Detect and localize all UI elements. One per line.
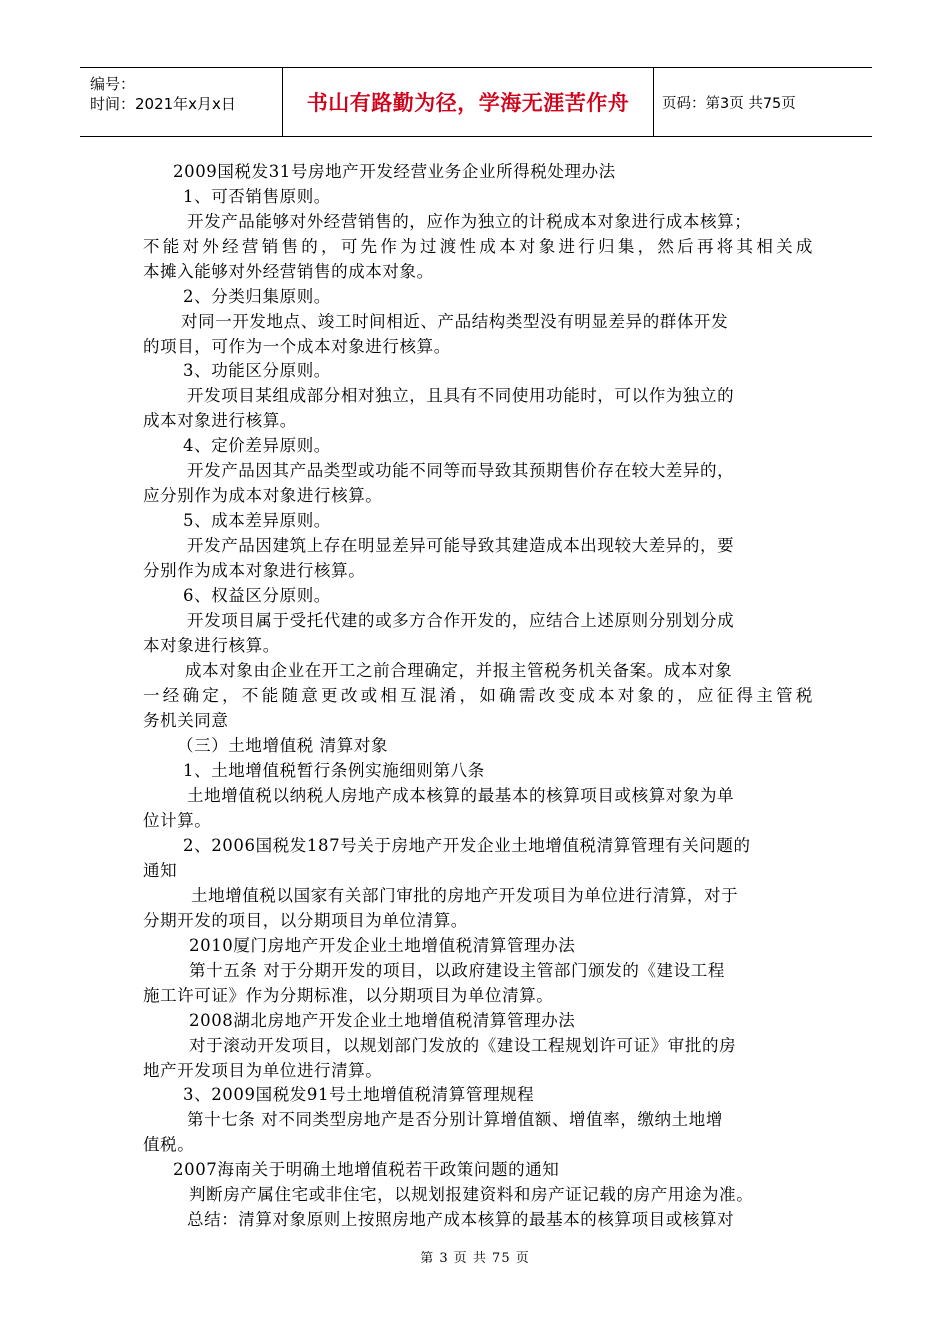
text-line: 开发产品能够对外经营销售的，应作为独立的计税成本对象进行成本核算；	[187, 212, 752, 231]
text-line: 对同一开发地点、竣工时间相近、产品结构类型没有明显差异的群体开发	[181, 312, 729, 331]
text-line: 开发产品因其产品类型或功能不同等而导致其预期售价存在较大差异的，	[187, 461, 735, 480]
page-info: 页码：第3页 共75页	[662, 95, 796, 112]
text-line: 土地增值税以纳税人房地产成本核算的最基本的核算项目或核算对象为单	[187, 786, 735, 805]
text-line: 开发项目某组成部分相对独立，且具有不同使用功能时，可以作为独立的	[187, 386, 735, 405]
text-line: 分期开发的项目，以分期项目为单位清算。	[143, 911, 468, 930]
text-line: 不能对外经营销售的，可先作为过渡性成本对象进行归集，然后再将其相关成	[143, 237, 813, 256]
text-line: 的项目，可作为一个成本对象进行核算。	[143, 337, 451, 356]
text-line: 开发项目属于受托代建的或多方合作开发的，应结合上述原则分别划分成	[187, 611, 735, 630]
motto: 书山有路勤为径，学海无涯苦作舟	[283, 68, 654, 136]
number-label: 编号：	[90, 75, 136, 93]
text-line: 开发产品因建筑上存在明显差异可能导致其建造成本出现较大差异的，要	[187, 536, 735, 555]
text-line: 地产开发项目为单位进行清算。	[143, 1061, 383, 1080]
text-line: 2008湖北房地产开发企业土地增值税清算管理办法	[189, 1011, 576, 1030]
text-line: 施工许可证》作为分期标准，以分期项目为单位清算。	[143, 986, 554, 1005]
text-line: 1、土地增值税暂行条例实施细则第八条	[183, 761, 485, 780]
text-line: 值税。	[143, 1135, 195, 1154]
header-meta	[80, 68, 283, 136]
text-line: 总结：清算对象原则上按照房地产成本核算的最基本的核算项目或核算对	[187, 1210, 735, 1229]
text-line: 第十七条 对不同类型房地产是否分别计算增值额、增值率，缴纳土地增	[187, 1110, 723, 1129]
text-line: 2、2006国税发187号关于房地产开发企业土地增值税清算管理有关问题的	[183, 836, 751, 855]
text-line: 4、定价差异原则。	[183, 436, 331, 455]
text-line: 分别作为成本对象进行核算。	[143, 561, 366, 580]
text-line: 2010厦门房地产开发企业土地增值税清算管理办法	[189, 936, 576, 955]
date-label: 时间：2021年x月x日	[90, 95, 236, 113]
text-line: 6、权益区分原则。	[183, 586, 331, 605]
text-line: 3、功能区分原则。	[183, 361, 331, 380]
text-line: 务机关同意	[143, 711, 229, 730]
header-table	[80, 67, 872, 137]
text-line: 3、2009国税发91号土地增值税清算管理规程	[183, 1085, 535, 1104]
text-line: 2、分类归集原则。	[183, 287, 331, 306]
text-line: 成本对象由企业在开工之前合理确定，并报主管税务机关备案。成本对象	[185, 661, 733, 680]
text-line: 第十五条 对于分期开发的项目，以政府建设主管部门颁发的《建设工程	[189, 961, 725, 980]
text-line: 2009国税发31号房地产开发经营业务企业所得税处理办法	[173, 162, 616, 181]
text-line: 本对象进行核算。	[143, 636, 280, 655]
text-line: 判断房产属住宅或非住宅，以规划报建资料和房产证记载的房产用途为准。	[189, 1185, 754, 1204]
text-line: 2007海南关于明确土地增值税若干政策问题的通知	[173, 1160, 560, 1179]
text-line: 应分别作为成本对象进行核算。	[143, 486, 383, 505]
page-footer: 第 3 页 共 75 页	[420, 1251, 530, 1266]
text-line: 土地增值税以国家有关部门审批的房地产开发项目为单位进行清算，对于	[191, 886, 739, 905]
text-line: 1、可否销售原则。	[183, 187, 331, 206]
text-line: 位计算。	[143, 811, 212, 830]
text-line: 对于滚动开发项目，以规划部门发放的《建设工程规划许可证》审批的房	[189, 1036, 737, 1055]
text-line: 本摊入能够对外经营销售的成本对象。	[143, 262, 434, 281]
text-line: 通知	[143, 861, 178, 880]
text-line: 5、成本差异原则。	[183, 511, 331, 530]
text-line: 一经确定，不能随意更改或相互混淆，如确需改变成本对象的，应征得主管税	[143, 686, 813, 705]
text-line: 成本对象进行核算。	[143, 411, 297, 430]
text-line: （三）土地增值税 清算对象	[177, 736, 389, 755]
